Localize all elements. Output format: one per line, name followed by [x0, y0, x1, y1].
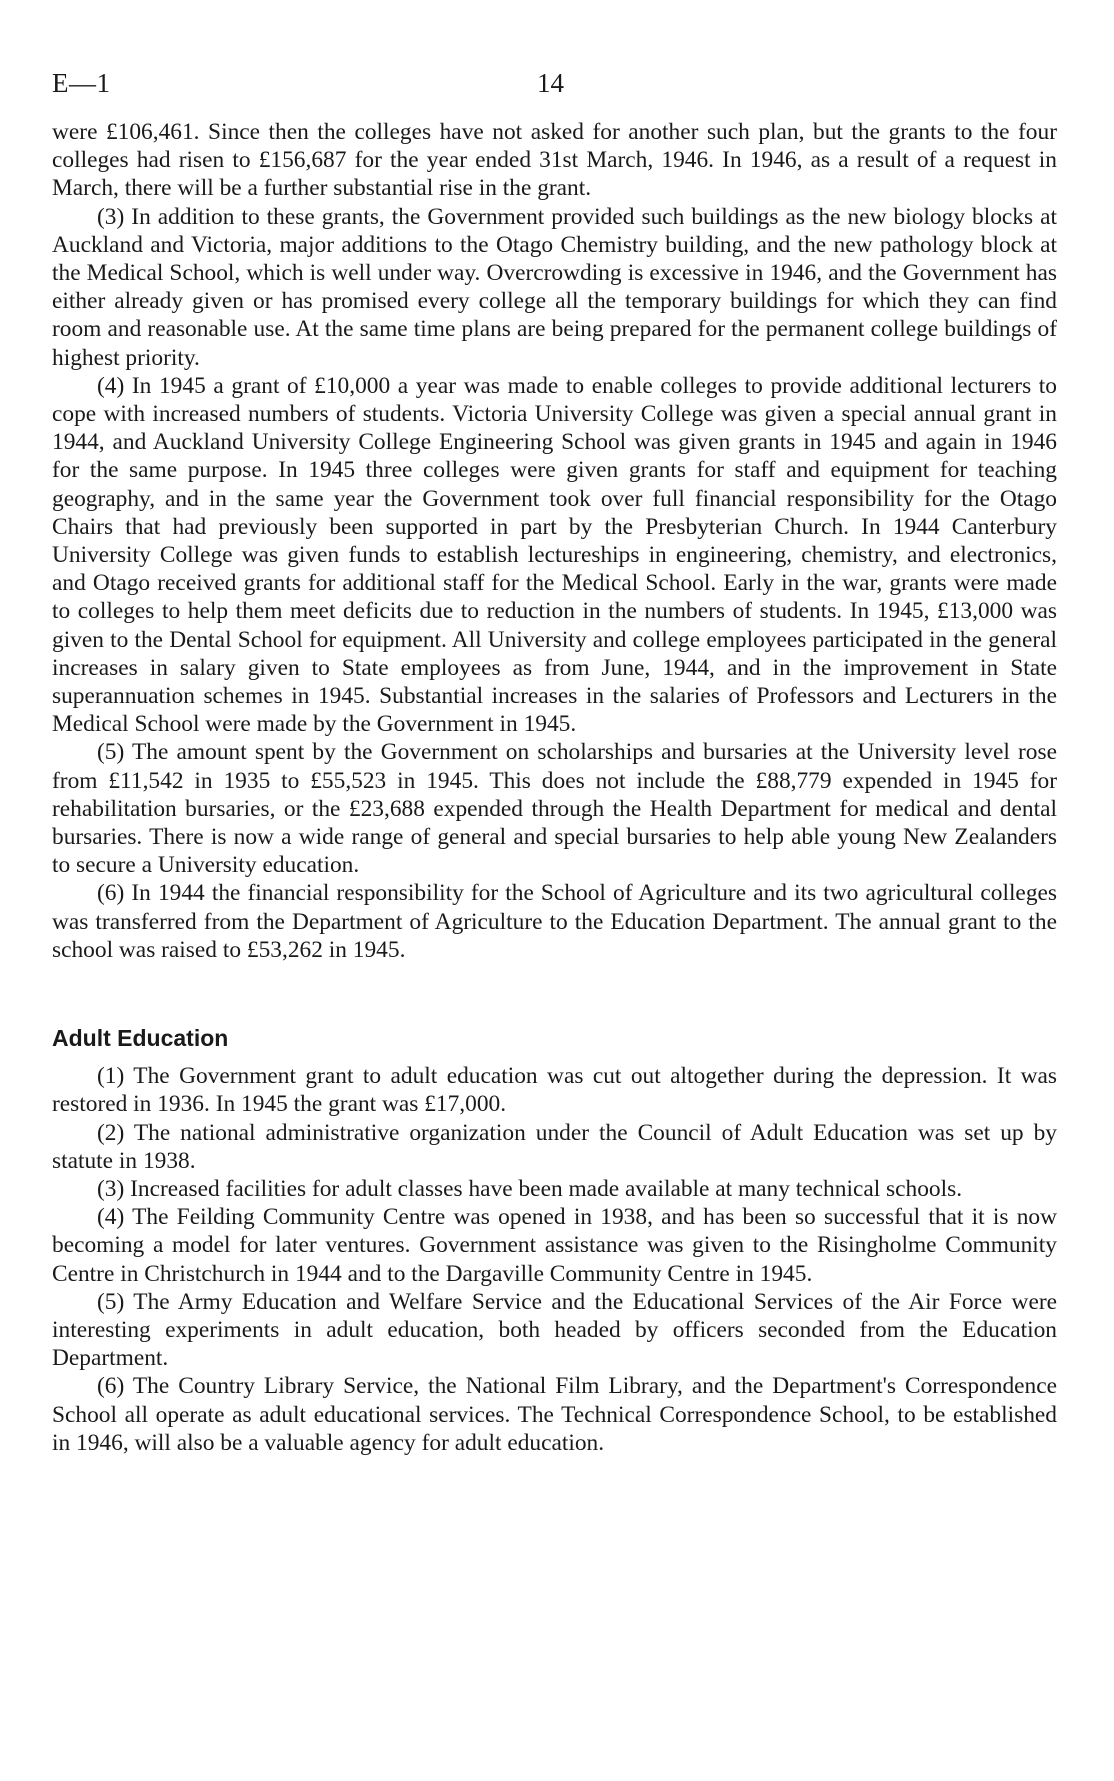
- paragraph-6-agriculture: (6) In 1944 the financial responsibility for the School of Agriculture and its two agricultural colleges was transferred from the Department of Agriculture to the Education Department. The annual grant to the school was raised to £53,262 in 1945.: [52, 880, 1057, 963]
- document-page: [52, 58, 1057, 1457]
- adult-paragraph-2: (2) The national administrative organization under the Council of Adult Education was set up by statute in 1938.: [52, 1119, 1057, 1174]
- section-university-grants: [52, 118, 1057, 964]
- paragraph-continuation: were £106,461. Since then the colleges have not asked for another such plan, but the grants to the four colleges had risen to £156,687 for the year ended 31st March, 1946. In 1946, as a result of a request in March, there will be a further substantial rise in the grant.: [52, 119, 1057, 202]
- section-heading-adult-education: Adult Education: [52, 1025, 229, 1052]
- adult-paragraph-6: (6) The Country Library Service, the National Film Library, and the Department's Correspondence School all operate as adult educational services. The Technical Correspondence School, to be established in 1946, will also be a valuable agency for adult education.: [52, 1373, 1057, 1456]
- adult-paragraph-4: (4) The Feilding Community Centre was opened in 1938, and has been so successful that it is now becoming a model for later ventures. Government assistance was given to the Risingholme Community Centre in Christchurch in 1944 and to the Dargaville Community Centre in 1945.: [52, 1204, 1057, 1287]
- paragraph-5-scholarships: (5) The amount spent by the Government on scholarships and bursaries at the University level rose from £11,542 in 1935 to £55,523 in 1945. This does not include the £88,779 expended in 1945 for rehabilitation bursaries, or the £23,688 expended through the Health Department for medical and dental bursaries. There is now a wide range of general and special bursaries to help able young New Zealanders to secure a University education.: [52, 739, 1057, 879]
- page-number: 14: [537, 68, 564, 98]
- paragraph-3-buildings: (3) In addition to these grants, the Government provided such buildings as the new biology blocks at Auckland and Victoria, major additions to the Otago Chemistry building, and the new pathology block at the Medical School, which is well under way. Overcrowding is excessive in 1946, and the Government has either already given or has promised every college all the temporary buildings for which they can find room and reasonable use. At the same time plans are being prepared for the permanent college buildings of highest priority.: [52, 203, 1057, 371]
- adult-paragraph-3: (3) Increased facilities for adult classes have been made available at many technical schools.: [97, 1175, 963, 1202]
- section-adult-education: [52, 1062, 1057, 1457]
- page-header: [52, 58, 1057, 118]
- adult-paragraph-5: (5) The Army Education and Welfare Service and the Educational Services of the Air Force were interesting experiments in adult education, both headed by officers seconded from the Education Department.: [52, 1288, 1057, 1372]
- document-reference: E—1: [52, 68, 111, 98]
- paragraph-4-lecturers: (4) In 1945 a grant of £10,000 a year was made to enable colleges to provide additional lecturers to cope with increased numbers of students. Victoria University College was given a special annual grant in 1944, and Auckland University College Engineering School was given grants in 1945 and again in 1946 for the same purpose. In 1945 three colleges were given grants for staff and equipment for teaching geography, and in the same year the Government took over full financial responsibility for the Otago Chairs that had previously been supported in part by the Presbyterian Church. In 1944 Canterbury University College was given funds to establish lectureships in engineering, chemistry, and electronics, and Otago received grants for additional staff for the Medical School. Early in the war, grants were made to colleges to help them meet deficits due to reduction in the numbers of students. In 1945, £13,000 was given to the Dental School for equipment. All University and college employees participated in the general increases in salary given to State employees as from June, 1944, and in the improvement in State superannuation schemes in 1945. Substantial increases in the salaries of Professors and Lecturers in the Medical School were made by the Government in 1945.: [52, 372, 1057, 738]
- adult-paragraph-1: (1) The Government grant to adult education was cut out altogether during the depression. It was restored in 1936. In 1945 the grant was £17,000.: [52, 1063, 1057, 1118]
